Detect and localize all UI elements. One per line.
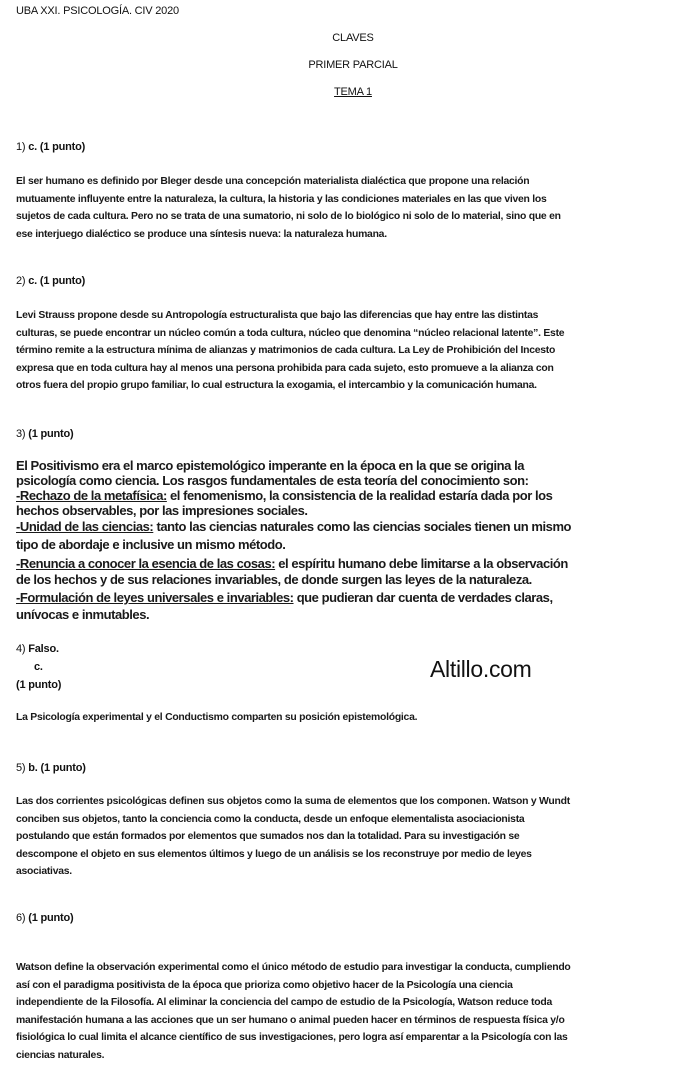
question-3-heading (16, 428, 74, 440)
question-number: 2) (16, 275, 26, 287)
text-line: término remite a la estructura mínima de alianzas y matrimonios de cada cultura. La Ley de Prohibición del Incesto (16, 345, 556, 357)
underlined-term: -Formulación de leyes universales e invariables: (16, 590, 294, 605)
text-line: así con el paradigma positivista de la época que prioriza como objetivo hacer de la Psicología una ciencia (16, 979, 513, 991)
question-answer: Falso. (28, 643, 59, 655)
question-number: 6) (16, 912, 26, 924)
line-text: El Positivismo era el marco epistemológico imperante en la época en la que se origina la (16, 458, 525, 473)
question-1-explanation (16, 173, 561, 243)
text-line (16, 572, 532, 587)
question-answer: (1 punto) (28, 428, 74, 440)
question-answer: b. (1 punto) (28, 762, 86, 774)
line-text: el fenomenismo, la consistencia de la realidad estaría dada por los (166, 488, 553, 503)
question-1-heading (16, 141, 85, 153)
question-4-heading (16, 643, 59, 655)
text-line (16, 488, 552, 503)
line-text: el espíritu humano debe limitarse a la observación (275, 556, 568, 571)
doc-subtitle: PRIMER PARCIAL (308, 59, 398, 71)
question-number: 5) (16, 762, 26, 774)
text-line: sujetos de cada cultura. Pero no se trata de una sumatorio, ni solo de lo biológico ni solo de lo material, sino que en (16, 211, 561, 223)
text-line: culturas, se puede encontrar un núcleo común a toda cultura, núcleo que denomina “núcleo relacional latente”. Este (16, 327, 565, 339)
text-line: fisiológica lo cual limita el alcance científico de sus investigaciones, pero logra así emparentar a la Psicología con las (16, 1032, 568, 1044)
question-number: 4) (16, 643, 26, 655)
text-line (16, 607, 149, 622)
question-2-explanation (16, 307, 564, 395)
text-line: La Psicología experimental y el Conductismo comparten su posición epistemológica. (16, 712, 418, 723)
text-line: postulando que están formados por elementos que sumados nos dan la totalidad. Para su investigación se (16, 831, 520, 843)
text-line (16, 503, 308, 518)
question-2-heading (16, 275, 85, 287)
text-line: manifestación humana a las acciones que un ser humano o animal pueden hacer en términos de respuesta física y/o (16, 1014, 565, 1026)
text-line (16, 519, 571, 534)
question-option: c. (34, 661, 43, 673)
text-line: El ser humano es definido por Bleger desde una concepción materialista dialéctica que propone una relación (16, 176, 530, 187)
question-number: 3) (16, 428, 26, 440)
question-answer: c. (1 punto) (28, 141, 86, 153)
line-text: tipo de abordaje e inclusive un mismo método. (16, 537, 286, 552)
underlined-term: -Unidad de las ciencias: (16, 519, 154, 534)
line-text: unívocas e inmutables. (16, 607, 150, 622)
line-text: de los hechos y de sus relaciones invariables, de donde surgen las leyes de la naturaleza. (16, 572, 532, 587)
doc-title: CLAVES (332, 32, 374, 44)
text-line: Levi Strauss propone desde su Antropología estructuralista que bajo las diferencias que hay entre las distintas (16, 310, 539, 321)
text-line: Watson define la observación experimental como el único método de estudio para investigar la conducta, cumpliendo (16, 962, 571, 973)
question-number: 1) (16, 141, 26, 153)
text-line: expresa que en toda cultura hay al menos una persona prohibida para cada sujeto, esto promueve a la alianza con (16, 362, 554, 374)
text-line: conciben sus objetos, tanto la conciencia como la conducta, desde un enfoque elementalista asociacionista (16, 813, 525, 825)
underlined-term: -Renuncia a conocer la esencia de las cosas: (16, 556, 276, 571)
course-header: UBA XXI. PSICOLOGÍA. CIV 2020 (16, 5, 179, 17)
text-line (16, 473, 529, 488)
question-6-explanation (16, 959, 571, 1065)
question-answer: (1 punto) (28, 912, 74, 924)
text-line (16, 556, 568, 571)
text-line: ciencias naturales. (16, 1049, 105, 1061)
line-text: hechos observables, por las impresiones sociales. (16, 503, 308, 518)
text-line: ese interjuego dialéctico se produce una síntesis nueva: la naturaleza humana. (16, 228, 387, 240)
text-line: otros fuera del propio grupo familiar, lo cual estructura la exogamia, el intercambio y la comunicación humana. (16, 380, 537, 392)
text-line (16, 537, 285, 552)
tema-label: TEMA 1 (334, 86, 372, 98)
line-text: psicología como ciencia. Los rasgos fundamentales de esta teoría del conocimiento son: (16, 473, 529, 488)
text-line (16, 458, 524, 473)
question-6-heading (16, 912, 74, 924)
text-line (16, 590, 553, 605)
line-text: que pudieran dar cuenta de verdades claras, (293, 590, 553, 605)
question-5-explanation (16, 793, 570, 881)
underlined-term: -Rechazo de la metafísica: (16, 488, 167, 503)
watermark-logo: Altillo.com (430, 656, 532, 682)
text-line: asociativas. (16, 866, 72, 878)
question-5-heading (16, 762, 86, 774)
question-4-explanation (16, 709, 417, 727)
text-line: independiente de la Filosofía. Al eliminar la conciencia del campo de estudio de la Psicología, Watson reduce toda (16, 997, 552, 1009)
question-answer: c. (1 punto) (28, 275, 86, 287)
text-line: mutuamente influyente entre la naturaleza, la cultura, la historia y las condiciones materiales en las que viven los (16, 193, 547, 205)
text-line: descompone el objeto en sus elementos últimos y luego de un análisis se los reconstruye por medio de leyes (16, 848, 532, 860)
text-line: Las dos corrientes psicológicas definen sus objetos como la suma de elementos que los componen. Watson y Wundt (16, 796, 570, 807)
line-text: tanto las ciencias naturales como las ciencias sociales tienen un mismo (153, 519, 572, 534)
question-points: (1 punto) (16, 679, 62, 691)
